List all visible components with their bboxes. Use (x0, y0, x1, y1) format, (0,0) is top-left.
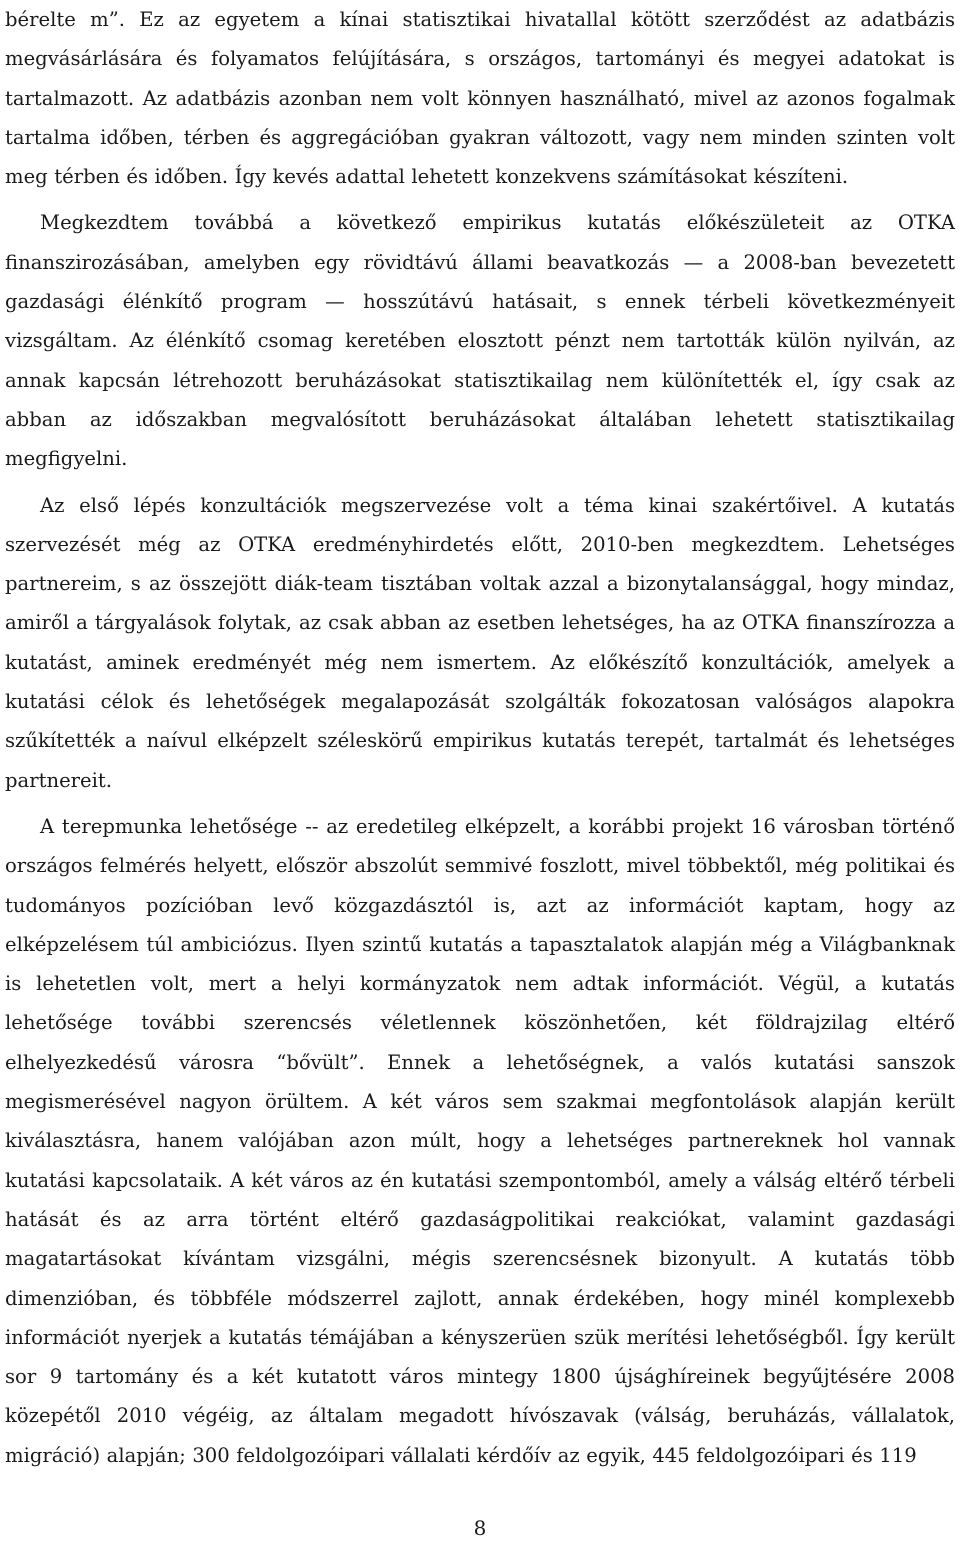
page-number: 8 (473, 1516, 487, 1540)
paragraph-4: A terepmunka lehetősége -- az eredetileg elképzelt, a korábbi projekt 16 városban történő országos felmérés helyett, először abszolút semmivé foszlott, mivel többektől, még politikai és tudományos pozícióban levő közgazdásztól is, azt az információt kaptam, hogy az elképzelésem túl ambiciózus. Ilyen szintű kutatás a tapasztalatok alapján még a Világbanknak is lehetetlen volt, mert a helyi kormányzatok nem adtak információt. Végül, a kutatás lehetősége további szerencsés véletlennek köszönhetően, két földrajzilag eltérő elhelyezkedésű városra “bővült”. Ennek a lehetőségnek, a valós kutatási sanszok megismerésével nagyon örültem. A két város sem szakmai megfontolások alapján került kiválasztásra, hanem valójában azon múlt, hogy a lehetséges partnereknek hol vannak kutatási kapcsolataik. A két város az én kutatási szempontomból, amely a válság eltérő térbeli hatását és az arra történt eltérő gazdaságpolitikai reakciókat, valamint gazdasági magatartásokat kívántam vizsgálni, mégis szerencsésnek bizonyult. A kutatás több dimenzióban, és többféle módszerrel zajlott, annak érdekében, hogy minél komplexebb információt nyerjek a kutatás témájában a kényszerüen szük merítési lehetőségből. Így került sor 9 tartomány és a két kutatott város mintegy 1800 újsághíreinek begyűjtésére 2008 közepétől 2010 végéig, az általam megadott hívószavak (válság, beruházás, vállalatok, migráció) alapján; 300 feldolgozóipari vállalati kérdőív az egyik, 445 feldolgozóipari és 119 (5, 814, 955, 1467)
paragraph-2: Megkezdtem továbbá a következő empirikus kutatás előkészületeit az OTKA finanszirozásában, amelyben egy rövidtávú állami beavatkozás — a 2008-ban bevezetett gazdasági élénkítő program — hosszútávú hatásait, s ennek térbeli következményeit vizsgáltam. Az élénkítő csomag keretében elosztott pénzt nem tartották külön nyilván, az annak kapcsán létrehozott beruházásokat statisztikailag nem különítették el, így csak az abban az időszakban megvalósított beruházásokat általában lehetett statisztikailag megfigyelni. (5, 211, 955, 471)
paragraph-1: bérelte m”. Ez az egyetem a kínai statisztikai hivatallal kötött szerződést az adatbázis megvásárlására és folyamatos felújítására, s országos, tartományi és megyei adatokat is tartalmazott. Az adatbázis azonban nem volt könnyen használható, mivel az azonos fogalmak tartalma időben, térben és aggregációban gyakran változott, vagy nem minden szinten volt meg térben és időben. Így kevés adattal lehetett konzekvens számításokat készíteni. (5, 8, 955, 189)
paragraph-3: Az első lépés konzultációk megszervezése volt a téma kinai szakértőivel. A kutatás szervezését még az OTKA eredményhirdetés előtt, 2010-ben megkezdtem. Lehetséges partnereim, s az összejött diák-team tisztában voltak azzal a bizonytalansággal, hogy mindaz, amiről a tárgyalások folytak, az csak abban az esetben lehetséges, ha az OTKA finanszírozza a kutatást, aminek eredményét még nem ismertem. Az előkészítő konzultációk, amelyek a kutatási célok és lehetőségek megalapozását szolgálták fokozatosan valóságos alapokra szűkítették a naívul elképzelt széleskörű empirikus kutatás terepét, tartalmát és lehetséges partnereit. (5, 493, 955, 792)
